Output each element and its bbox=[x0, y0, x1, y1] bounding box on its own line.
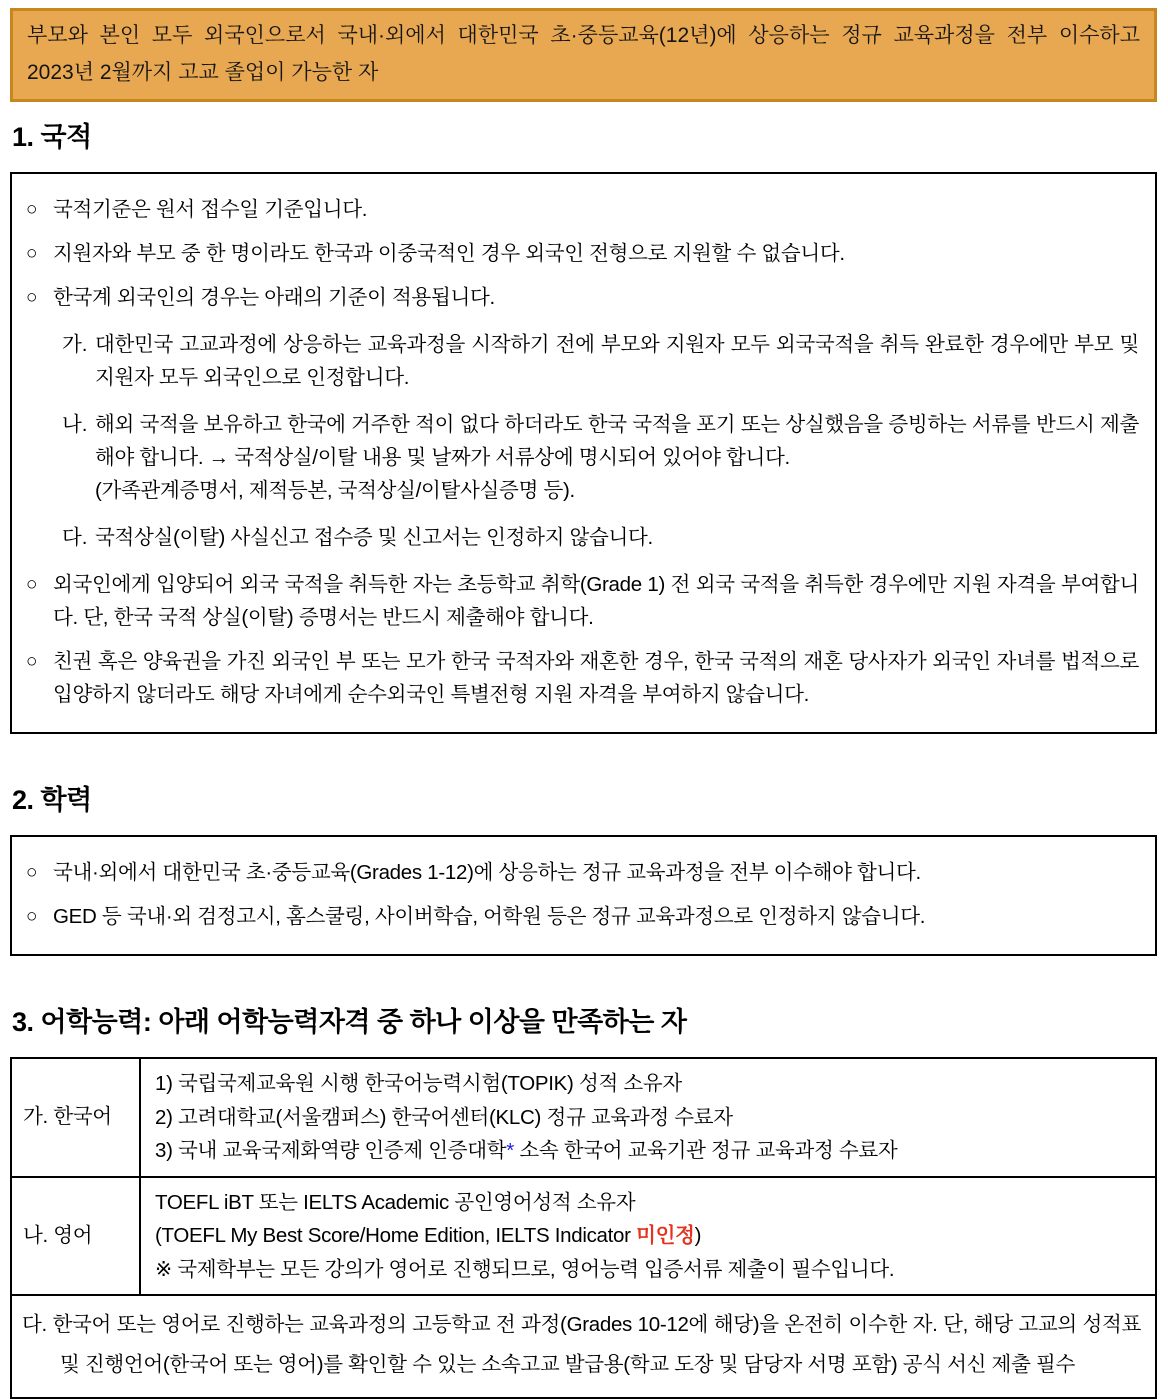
sub-item-marker: 가. bbox=[62, 333, 88, 356]
banner-line-2: 2023년 2월까지 고교 졸업이 가능한 자 bbox=[27, 61, 379, 84]
circle-bullet-icon: ○ bbox=[26, 287, 38, 308]
english-note: ※ 국제학부는 모든 강의가 영어로 진행되므로, 영어능력 입증서류 제출이 필수입니다. bbox=[155, 1257, 895, 1281]
section-2-title: 2. 학력 bbox=[12, 785, 92, 815]
sub-item-marker: 다. bbox=[62, 526, 88, 549]
sub-item-note: (가족관계증명서, 제적등본, 국적상실/이탈사실증명 등). bbox=[95, 479, 575, 502]
banner-line-1: 부모와 본인 모두 외국인으로서 국내·외에서 대한민국 초·중등교육(12년)에 상응하는 정규 교육과정을 전부 이수하고 bbox=[27, 24, 1140, 47]
not-accepted-badge: 미인정 bbox=[636, 1224, 695, 1247]
sub-item-text: 대한민국 고교과정에 상응하는 교육과정을 시작하기 전에 부모와 지원자 모두 외국국적을 취득 완료한 경우에만 부모 및 지원자 모두 외국인으로 인정합니다. bbox=[95, 333, 1139, 389]
circle-bullet-icon: ○ bbox=[26, 862, 38, 883]
list-item bbox=[26, 645, 1139, 711]
bilingual-marker: 다. bbox=[22, 1313, 47, 1336]
table-row-korean bbox=[11, 1058, 1156, 1177]
korean-option-2: 2) 고려대학교(서울캠퍼스) 한국어센터(KLC) 정규 교육과정 수료자 bbox=[155, 1105, 733, 1129]
english-row-label: 나. 영어 bbox=[11, 1177, 140, 1296]
english-exclusion-line bbox=[155, 1219, 1145, 1253]
list-item bbox=[26, 237, 1139, 270]
sub-list-item bbox=[62, 408, 1139, 507]
sub-item-text: 국적상실(이탈) 사실신고 접수증 및 신고서는 인정하지 않습니다. bbox=[95, 526, 653, 549]
korean-option-3-text: 3) 국내 교육국제화역량 인증제 인증대학 bbox=[155, 1139, 507, 1162]
sub-item-main-text: 해외 국적을 보유하고 한국에 거주한 적이 없다 하더라도 한국 국적을 포기 또는 상실했음을 증빙하는 서류를 반드시 제출해야 합니다. → 국적상실/이탈 내용 및 날짜가 서류상에 명시되어 있어야 합니다. bbox=[95, 413, 1139, 469]
table-row-english bbox=[11, 1177, 1156, 1296]
english-option-1: TOEFL iBT 또는 IELTS Academic 공인영어성적 소유자 bbox=[155, 1190, 636, 1214]
circle-bullet-icon: ○ bbox=[26, 906, 38, 927]
eligibility-banner bbox=[10, 8, 1157, 102]
list-item bbox=[26, 193, 1139, 226]
bilingual-text: 한국어 또는 영어로 진행하는 교육과정의 고등학교 전 과정(Grades 10-12에 해당)을 온전히 이수한 자. 단, 해당 고교의 성적표 및 진행언어(한국어 또는 영어)를 확인할 수 있는 소속고교 발급용(학교 도장 및 담당자 서명 포함) 공식 서신 제출 필수 bbox=[52, 1313, 1141, 1376]
circle-bullet-icon: ○ bbox=[26, 243, 38, 264]
english-row-content bbox=[140, 1177, 1156, 1296]
list-item bbox=[26, 568, 1139, 634]
korean-option-3 bbox=[155, 1134, 1145, 1168]
sub-item-marker: 나. bbox=[62, 413, 88, 436]
list-item bbox=[26, 856, 1139, 889]
list-item-text: 국내·외에서 대한민국 초·중등교육(Grades 1-12)에 상응하는 정규 교육과정을 전부 이수해야 합니다. bbox=[53, 861, 921, 884]
list-item-text: 친권 혹은 양육권을 가진 외국인 부 또는 모가 한국 국적자와 재혼한 경우, 한국 국적의 재혼 당사자가 외국인 자녀를 법적으로 입양하지 않더라도 해당 자녀에게 순수외국인 특별전형 지원 자격을 부여하지 않습니다. bbox=[53, 650, 1139, 706]
table-row-bilingual bbox=[11, 1295, 1156, 1398]
footnote-asterisk: * bbox=[506, 1139, 514, 1162]
list-item-text: GED 등 국내·외 검정고시, 홈스쿨링, 사이버학습, 어학원 등은 정규 교육과정으로 인정하지 않습니다. bbox=[53, 905, 926, 928]
list-item-text: 지원자와 부모 중 한 명이라도 한국과 이중국적인 경우 외국인 전형으로 지원할 수 없습니다. bbox=[53, 242, 845, 265]
section-3-title: 3. 어학능력: 아래 어학능력자격 중 하나 이상을 만족하는 자 bbox=[12, 1007, 687, 1037]
bilingual-requirement bbox=[22, 1305, 1141, 1385]
sub-item-text bbox=[95, 408, 1139, 507]
list-item-text: 외국인에게 입양되어 외국 국적을 취득한 자는 초등학교 취학(Grade 1) 전 외국 국적을 취득한 경우에만 지원 자격을 부여합니다. 단, 한국 국적 상실(이탈) 증명서는 반드시 제출해야 합니다. bbox=[53, 573, 1139, 629]
academic-rules-box bbox=[10, 835, 1157, 956]
language-requirements-table bbox=[10, 1057, 1157, 1399]
list-item bbox=[26, 281, 1139, 314]
list-item bbox=[26, 900, 1139, 933]
bilingual-row-content bbox=[11, 1295, 1156, 1398]
section-1-title: 1. 국적 bbox=[12, 122, 92, 152]
sub-list-item bbox=[62, 328, 1139, 394]
korean-option-3-tail: 소속 한국어 교육기관 정규 교육과정 수료자 bbox=[513, 1139, 898, 1162]
english-exclusion-tail: ) bbox=[694, 1224, 702, 1247]
list-item-text: 국적기준은 원서 접수일 기준입니다. bbox=[53, 198, 368, 221]
nationality-rules-box bbox=[10, 172, 1157, 734]
korean-option-1: 1) 국립국제교육원 시행 한국어능력시험(TOPIK) 성적 소유자 bbox=[155, 1072, 682, 1095]
circle-bullet-icon: ○ bbox=[26, 199, 38, 220]
english-exclusion-text: (TOEFL My Best Score/Home Edition, IELTS Indicator bbox=[155, 1224, 637, 1247]
korean-row-label: 가. 한국어 bbox=[11, 1058, 140, 1177]
circle-bullet-icon: ○ bbox=[26, 574, 38, 595]
korean-row-content bbox=[140, 1058, 1156, 1177]
list-item-text: 한국계 외국인의 경우는 아래의 기준이 적용됩니다. bbox=[53, 286, 495, 309]
circle-bullet-icon: ○ bbox=[26, 651, 38, 672]
sub-list-item bbox=[62, 521, 1139, 554]
